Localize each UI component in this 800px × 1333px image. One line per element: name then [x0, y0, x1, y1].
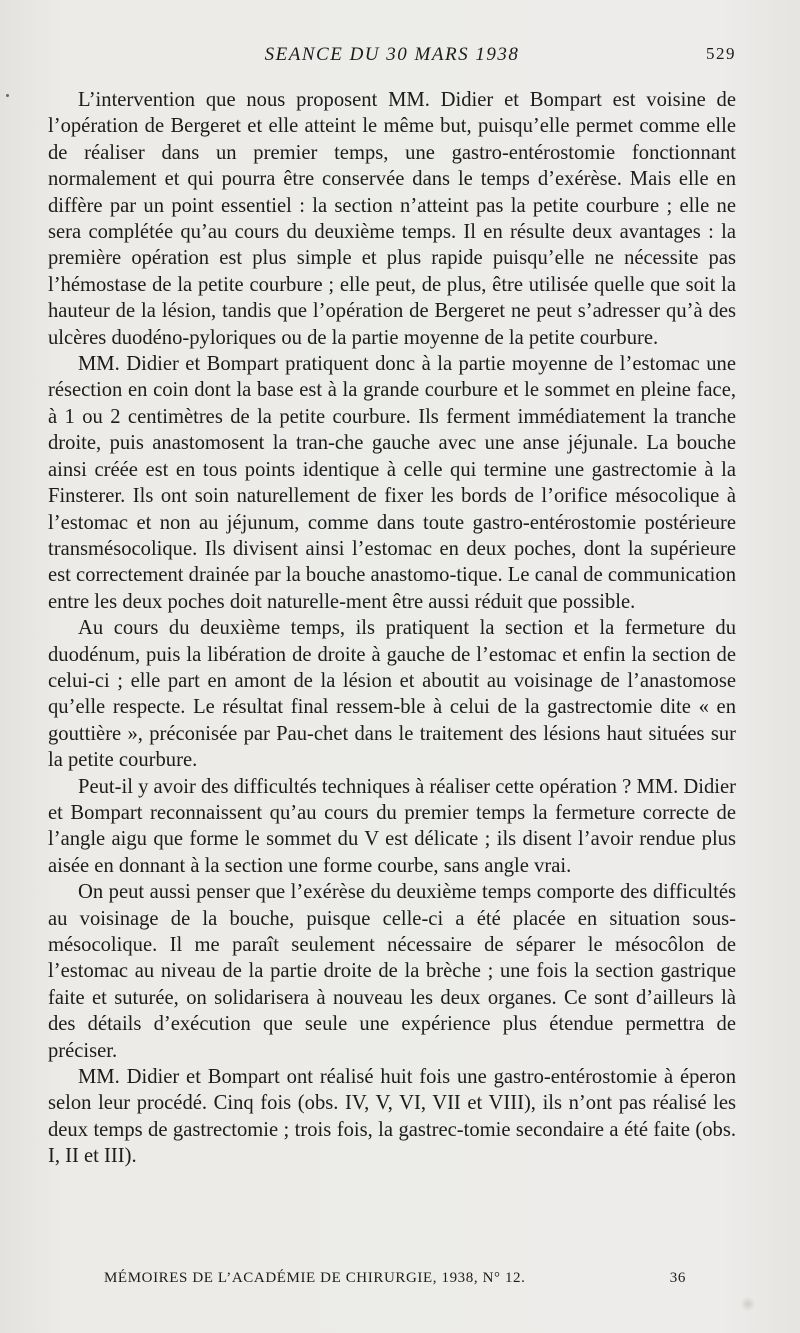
page-footer: [104, 1270, 686, 1294]
paragraph: Peut-il y avoir des difficultés techniques à réaliser cette opération ? MM. Didier et Bompart reconnaissent qu’au cours du premier temps la fermeture correcte de l’angle aigu que forme le sommet du V est délicate ; ils disent l’avoir rendue plus aisée en donnant à la section une forme courbe, sans angle vrai.: [48, 775, 736, 877]
running-header: [48, 44, 736, 74]
paragraph: L’intervention que nous proposent MM. Didier et Bompart est voisine de l’opération de Bergeret et elle atteint le même but, puisqu’elle permet comme elle de réaliser dans un premier temps, une gastro-entérostomie fonctionnant normalement et qui pourra être conservée dans le temps d’exérèse. Mais elle en diffère par un point essentiel : la section n’atteint pas la petite courbure ; elle ne sera complétée qu’au cours du deuxième temps. Il en résulte deux avantages : la première opération est plus simple et plus rapide puisqu’elle ne nécessite pas l’hémostase de la petite courbure ; elle peut, de plus, être utilisée quelle que soit la hauteur de la lésion, tandis que l’opération de Bergeret ne peut s’adresser qu’à des ulcères duodéno-pyloriques ou de la partie moyenne de la petite courbure.: [48, 89, 736, 349]
paragraph: MM. Didier et Bompart ont réalisé huit fois une gastro-entérostomie à éperon selon leur procédé. Cinq fois (obs. IV, V, VI, VII et VIII), ils n’ont pas réalisé les deux temps de gastrectomie ; trois fois, la gastrec-tomie secondaire a été faite (obs. I, II et III).: [48, 1066, 736, 1168]
signature-number: 36: [669, 1270, 686, 1286]
journal-citation: MÉMOIRES DE L’ACADÉMIE DE CHIRURGIE, 1938, N° 12.: [104, 1270, 526, 1286]
paragraph: On peut aussi penser que l’exérèse du deuxième temps comporte des difficultés au voisinage de la bouche, puisque celle-ci a été placée en situation sous-mésocolique. Il me paraît seulement nécessaire de séparer le mésocôlon de l’estomac au niveau de la partie droite de la brèche ; une fois la section gastrique faite et suturée, on solidarisera à nouveau les deux organes. Ce sont d’ailleurs là des détails d’exécution que seule une expérience plus étendue permettra de préciser.: [48, 881, 736, 1062]
paragraph: Au cours du deuxième temps, ils pratiquent la section et la fermeture du duodénum, puis la libération de droite à gauche de l’estomac et enfin la section de celui-ci ; elle part en amont de la lésion et aboutit au voisinage de l’anastomose qu’elle respecte. Le résultat final ressem-ble à celui de la gastrectomie dite « en gouttière », préconisée par Pau-chet dans le traitement des lésions haut situées sur la petite courbure.: [48, 617, 736, 772]
paragraph: MM. Didier et Bompart pratiquent donc à la partie moyenne de l’estomac une résection en coin dont la base est à la grande courbure et le sommet en pleine face, à 1 ou 2 centimètres de la petite courbure. Ils ferment immédiatement la tranche droite, puis anastomosent la tran-che gauche avec une anse jéjunale. La bouche ainsi créée est en tous points identique à celle qui termine une gastrectomie à la Finsterer. Ils ont soin naturellement de fixer les bords de l’orifice mésocolique à l’estomac et non au jéjunum, comme dans toute gastro-entérostomie postérieure transmésocolique. Ils divisent ainsi l’estomac en deux poches, dont la supérieure est correctement drainée par la bouche anastomo-tique. Le canal de communication entre les deux poches doit naturelle-ment être aussi réduit que possible.: [48, 353, 736, 613]
header-title: SEANCE DU 30 MARS 1938: [264, 44, 520, 65]
page-number: 529: [706, 44, 736, 63]
paper-stain: [740, 1297, 756, 1311]
article-body: [48, 87, 736, 1170]
margin-mark: [6, 94, 9, 97]
